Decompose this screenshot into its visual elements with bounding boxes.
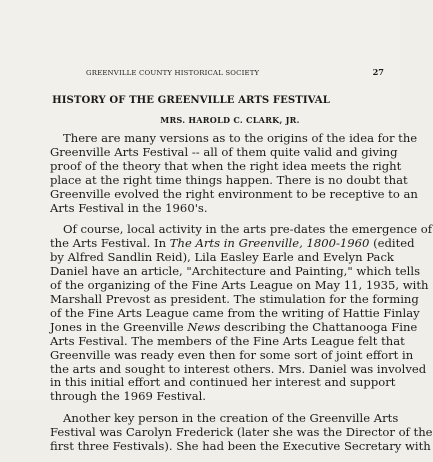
- text-line: of the organizing of the Fine Arts League on May 11, 1935, with: [50, 278, 429, 293]
- article-body: [50, 131, 433, 462]
- text-line: Arts Festival in the 1960's.: [50, 200, 208, 215]
- text-run: describing the Chattanooga Fine: [220, 319, 418, 334]
- text-line: Greenville evolved the right environment to be receptive to an: [50, 186, 418, 201]
- article-author: MRS. HAROLD C. CLARK, JR.: [160, 115, 300, 125]
- text-line: by Alfred Sandlin Reid), Lila Easley Earle and Evelyn Pack: [50, 250, 394, 265]
- text-line: Arts Festival. The members of the Fine Arts League felt that: [50, 333, 405, 348]
- italic-title: The Arts in Greenville, 1800-1960: [169, 236, 370, 251]
- text-line: Another key person in the creation of the Greenville Arts: [63, 411, 399, 426]
- paragraph-2: [50, 222, 433, 404]
- text-line: first three Festivals). She had been the Executive Secretary with: [50, 439, 431, 454]
- page-number: 27: [372, 67, 384, 77]
- text-line: There are many versions as to the origins of the idea for the: [63, 131, 418, 145]
- text-line: Marshall Prevost as president. The stimulation for the forming: [50, 291, 419, 306]
- text-line: Greenville Arts Festival -- all of them quite valid and giving: [50, 144, 398, 159]
- text-line: the arts and sought to interest others. Mrs. Daniel was involved: [50, 361, 427, 376]
- text-run: (edited: [369, 236, 415, 251]
- running-head: [86, 67, 384, 77]
- text-line: in this initial effort and continued her interest and support: [50, 375, 396, 390]
- text-run: Jones in the Greenville: [50, 319, 188, 334]
- article-title: HISTORY OF THE GREENVILLE ARTS FESTIVAL: [52, 95, 330, 106]
- text-line: Daniel have an article, "Architecture and Painting," which tells: [50, 264, 421, 279]
- paragraph-3: [50, 411, 433, 454]
- text-line: place at the right time things happen. There is no doubt that: [50, 172, 408, 187]
- text-line: through the 1969 Festival.: [50, 389, 206, 404]
- text-line: proof of the theory that when the right idea meets the right: [50, 158, 402, 173]
- text-run: the Arts Festival. In: [50, 236, 170, 251]
- text-line: Greenville was ready even then for some sort of joint effort in: [50, 347, 414, 362]
- text-line: [50, 236, 415, 251]
- text-line: of the Fine Arts League came from the writing of Hattie Finlay: [50, 305, 420, 320]
- text-line: [50, 319, 418, 335]
- text-line: Festival was Carolyn Frederick (later she was the Director of the: [50, 425, 433, 440]
- paragraph-1: [50, 131, 418, 215]
- journal-title: GREENVILLE COUNTY HISTORICAL SOCIETY: [86, 69, 260, 77]
- text-line: Of course, local activity in the arts pre-dates the emergence of: [63, 222, 433, 237]
- italic-title: News: [187, 319, 221, 334]
